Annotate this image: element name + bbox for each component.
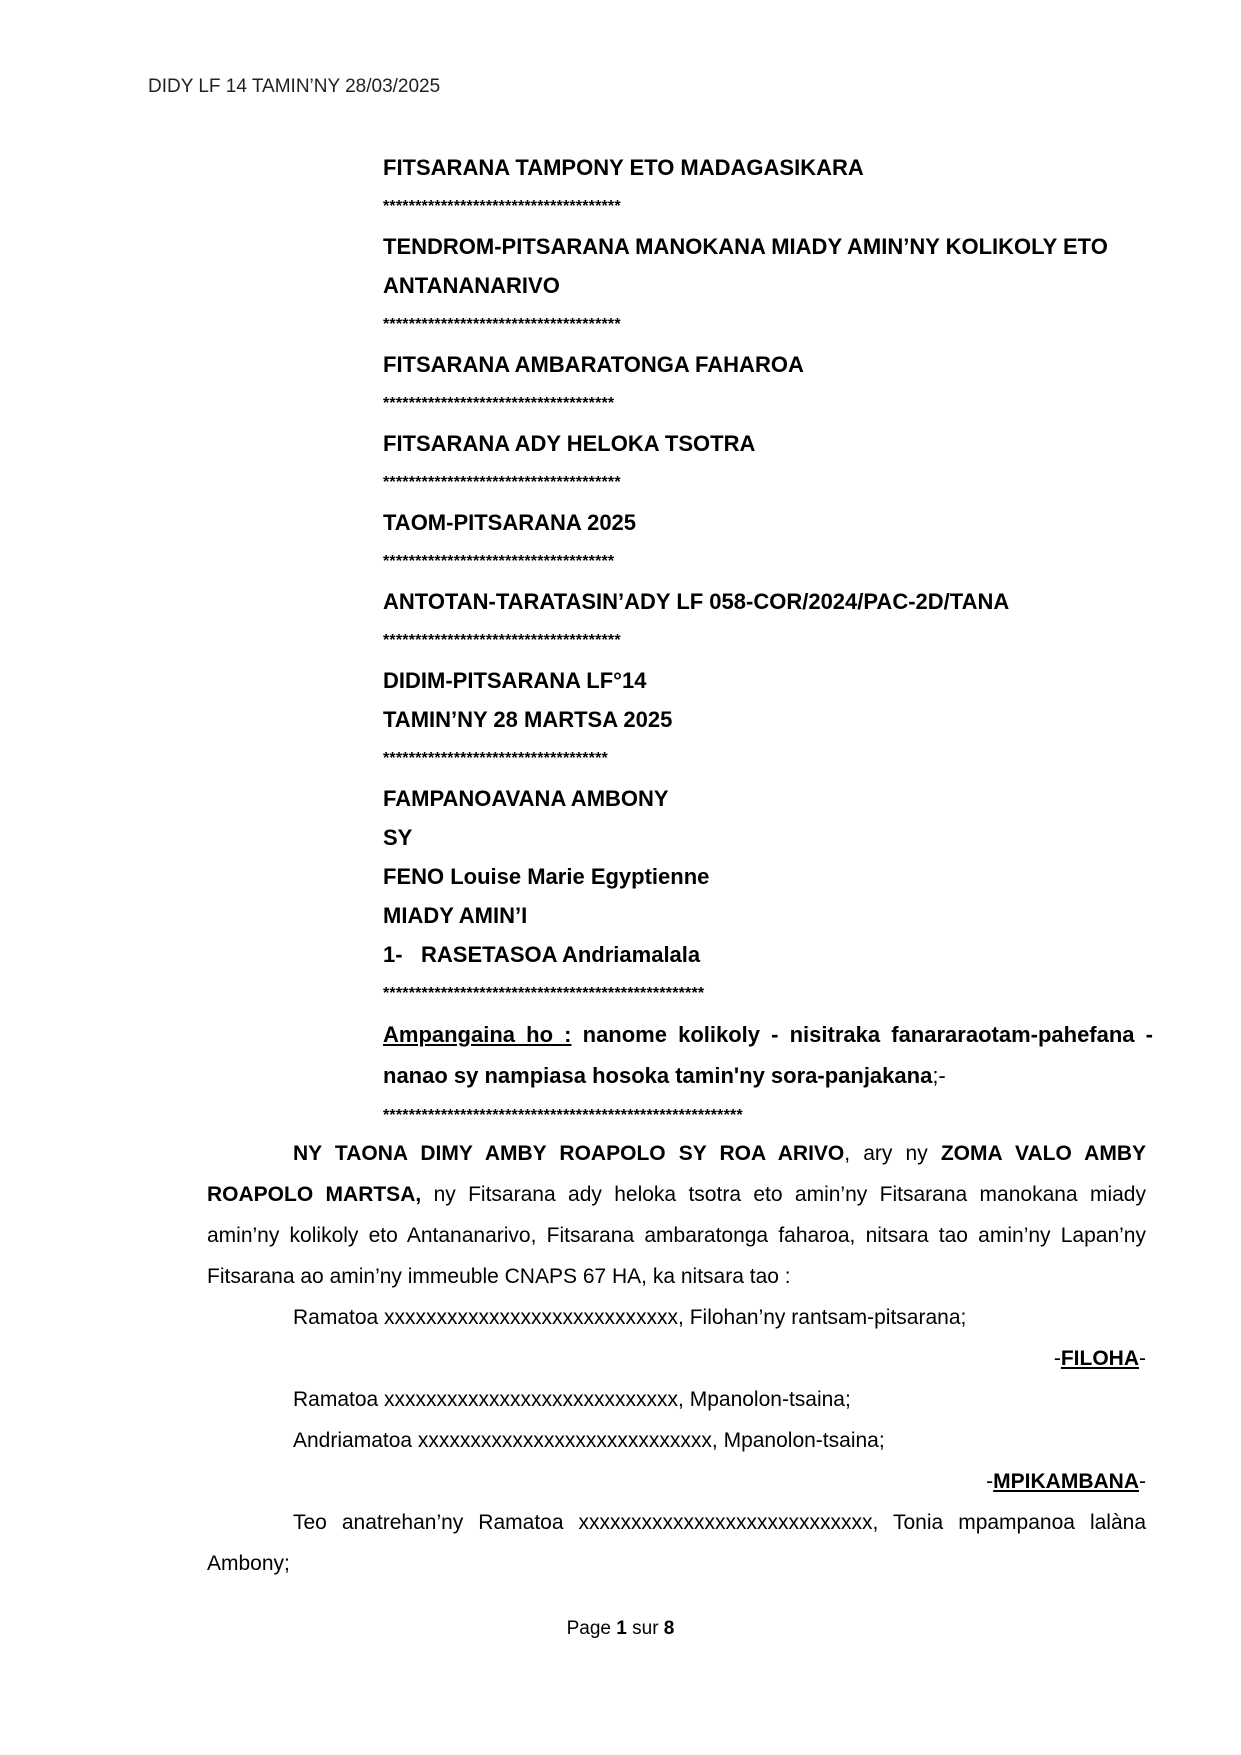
- role-members: [207, 1461, 1146, 1502]
- running-header: DIDY LF 14 TAMIN’NY 28/03/2025: [148, 76, 441, 97]
- separator-stars: *************************************: [383, 316, 621, 333]
- footer-page-word: Page: [566, 1618, 617, 1639]
- opening-paragraph: [207, 1133, 1146, 1297]
- tribunal-name-line1: TENDROM-PITSARANA MANOKANA MIADY AMIN’NY KOLIKOLY ETO: [383, 234, 1108, 259]
- separator-stars: *************************************: [383, 632, 621, 649]
- separator-stars: ************************************: [383, 395, 615, 412]
- judicial-year: TAOM-PITSARANA 2025: [383, 510, 637, 535]
- separator-stars: ********************************************************: [383, 1107, 743, 1124]
- tribunal-name-line2: ANTANANARIVO: [383, 273, 560, 298]
- separator-stars: *************************************: [383, 474, 621, 491]
- separator-stars: ************************************: [383, 553, 615, 570]
- decision-date: TAMIN’NY 28 MARTSA 2025: [383, 707, 673, 732]
- charges-text: nanome kolikoly - nisitraka fanararaotam-pahefana - nanao sy nampiasa hosoka tamin'ny sora-panjakana: [383, 1022, 1154, 1088]
- case-header-block: [383, 148, 1153, 1136]
- charges-end: ;-: [932, 1063, 946, 1088]
- defendant-number: 1-: [383, 942, 403, 967]
- court-name: FITSARANA TAMPONY ETO MADAGASIKARA: [383, 155, 864, 180]
- charges-line: [383, 1014, 1153, 1096]
- president-line: Ramatoa xxxxxxxxxxxxxxxxxxxxxxxxxxxx, Filohan’ny rantsam-pitsarana;: [293, 1306, 967, 1329]
- division-name: FITSARANA ADY HELOKA TSOTRA: [383, 431, 756, 456]
- date-year-text: NY TAONA DIMY AMBY ROAPOLO SY ROA ARIVO: [293, 1142, 845, 1165]
- role-president: [207, 1338, 1146, 1379]
- role-dash: -: [1053, 1347, 1061, 1370]
- opening-connector: , ary ny: [844, 1142, 941, 1165]
- member1-line: Ramatoa xxxxxxxxxxxxxxxxxxxxxxxxxxxx, Mpanolon-tsaina;: [293, 1388, 851, 1411]
- party-conjunction: SY: [383, 825, 413, 850]
- separator-stars: **************************************************: [383, 985, 705, 1002]
- separator-stars: *************************************: [383, 198, 621, 215]
- party-civil: FENO Louise Marie Egyptienne: [383, 864, 710, 889]
- case-reference: ANTOTAN-TARATASIN’ADY LF 058-COR/2024/PAC-2D/TANA: [383, 589, 1010, 614]
- separator-stars: ***********************************: [383, 750, 608, 767]
- decision-number: DIDIM-PITSARANA LF°14: [383, 668, 647, 693]
- chamber-name: FITSARANA AMBARATONGA FAHAROA: [383, 352, 804, 377]
- role-members-label: MPIKAMBANA: [993, 1470, 1139, 1493]
- role-dash: -: [1139, 1347, 1146, 1370]
- member2-line: Andriamatoa xxxxxxxxxxxxxxxxxxxxxxxxxxxx, Mpanolon-tsaina;: [293, 1429, 885, 1452]
- decision-body: [207, 1133, 1146, 1584]
- prosecutor-line: Teo anatrehan’ny Ramatoa xxxxxxxxxxxxxxxxxxxxxxxxxxxx, Tonia mpampanoa lalàna Ambony;: [207, 1511, 1146, 1575]
- role-president-label: FILOHA: [1060, 1347, 1139, 1370]
- charges-label: Ampangaina ho :: [383, 1022, 572, 1047]
- party-prosecution: FAMPANOAVANA AMBONY: [383, 786, 669, 811]
- versus-label: MIADY AMIN’I: [383, 903, 528, 928]
- page-footer: [0, 1618, 1241, 1640]
- page-total: 8: [663, 1618, 675, 1639]
- date-day-text: ZOMA VALO AMBY ROAPOLO MARTSA,: [207, 1142, 1146, 1206]
- role-dash: -: [986, 1470, 994, 1493]
- defendant-name: RASETASOA Andriamalala: [421, 942, 701, 967]
- role-dash: -: [1139, 1470, 1146, 1493]
- page-number: 1: [616, 1618, 627, 1639]
- defendant-line: [383, 935, 1153, 974]
- footer-of-word: sur: [626, 1618, 664, 1639]
- opening-text: ny Fitsarana ady heloka tsotra eto amin’ny Fitsarana manokana miady amin’ny kolikoly eto Antananarivo, Fitsarana ambaratonga faharoa, nitsara tao amin’ny Lapan’ny Fitsarana ao amin’ny immeuble CNAPS 67 HA, ka nitsara tao :: [207, 1183, 1146, 1288]
